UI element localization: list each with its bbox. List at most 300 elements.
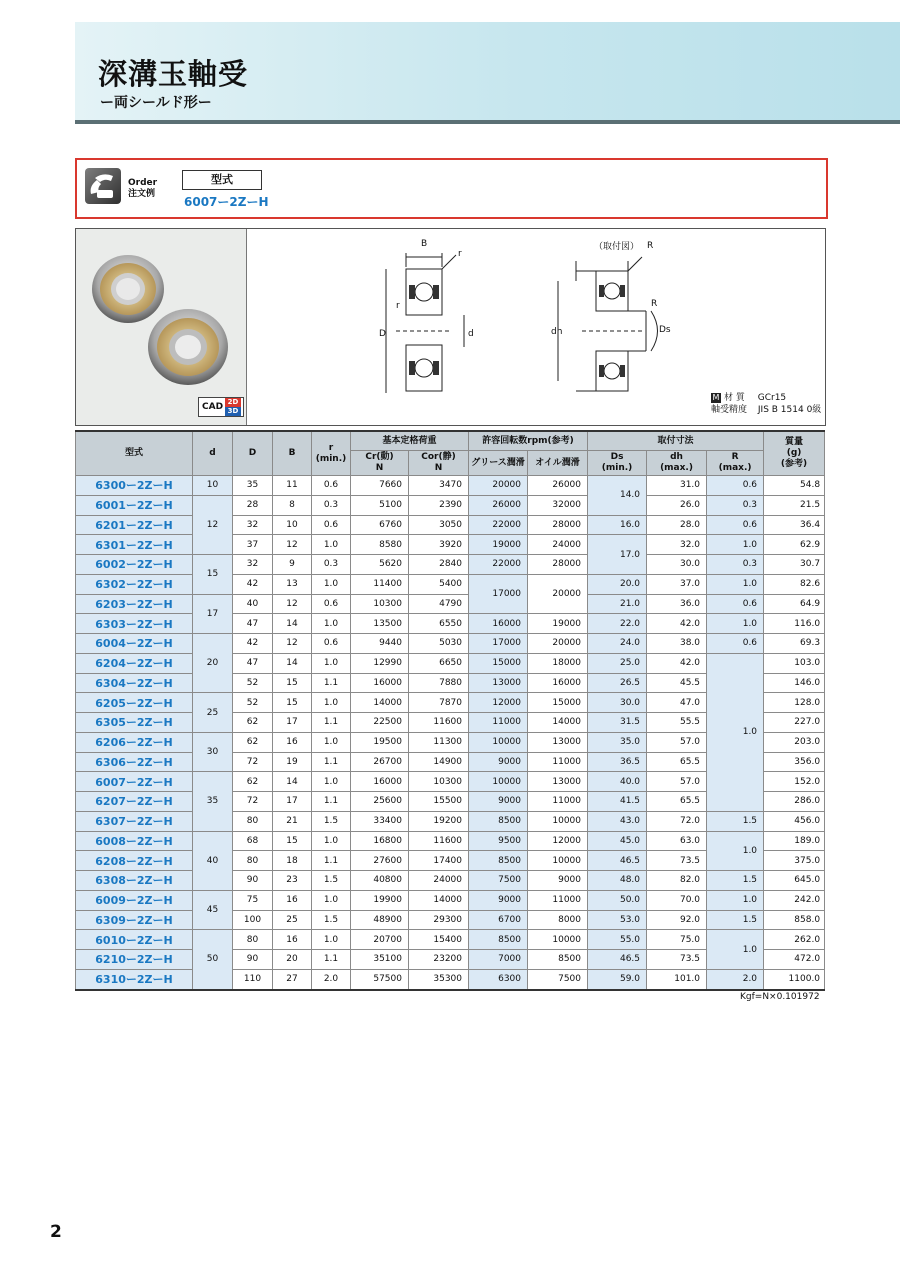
table-cell: 14 bbox=[273, 653, 312, 673]
table-cell: 16800 bbox=[351, 831, 409, 851]
table-cell: 47 bbox=[233, 614, 273, 634]
table-cell: 1.0 bbox=[707, 930, 764, 970]
dim-d: d bbox=[468, 329, 474, 339]
table-cell: 11000 bbox=[528, 890, 588, 910]
table-cell: 21.0 bbox=[588, 594, 647, 614]
col-cr-unit: N bbox=[375, 463, 384, 473]
table-cell: 15 bbox=[273, 673, 312, 693]
table-cell: 7880 bbox=[409, 673, 469, 693]
table-cell: 0.3 bbox=[312, 555, 351, 575]
table-cell: 0.3 bbox=[312, 495, 351, 515]
table-cell: 11600 bbox=[409, 713, 469, 733]
table-cell: 1.0 bbox=[312, 831, 351, 851]
table-cell: 14000 bbox=[409, 890, 469, 910]
table-cell: 103.0 bbox=[764, 653, 825, 673]
figure-box bbox=[75, 228, 826, 426]
table-cell: 9000 bbox=[469, 890, 528, 910]
model-link[interactable]: 6205ー2ZーH bbox=[76, 693, 193, 713]
table-cell: 1.1 bbox=[312, 792, 351, 812]
table-cell: 20 bbox=[193, 634, 233, 693]
table-cell: 1.0 bbox=[707, 890, 764, 910]
table-cell: 40.0 bbox=[588, 772, 647, 792]
model-link[interactable]: 6001ー2ZーH bbox=[76, 495, 193, 515]
spec-table bbox=[75, 430, 825, 991]
table-cell: 59.0 bbox=[588, 969, 647, 989]
table-cell: 13000 bbox=[528, 732, 588, 752]
table-cell: 27600 bbox=[351, 851, 409, 871]
table-cell: 23200 bbox=[409, 950, 469, 970]
col-r-sub: (min.) bbox=[315, 453, 347, 464]
model-link[interactable]: 6310ー2ZーH bbox=[76, 969, 193, 989]
mounting-label: （取付図） bbox=[594, 242, 640, 252]
table-cell: 10000 bbox=[469, 772, 528, 792]
table-cell: 32 bbox=[233, 555, 273, 575]
material-value: GCr15 bbox=[757, 393, 787, 403]
table-cell: 46.5 bbox=[588, 950, 647, 970]
table-cell: 63.0 bbox=[647, 831, 707, 851]
model-link[interactable]: 6009ー2ZーH bbox=[76, 890, 193, 910]
table-cell: 2390 bbox=[409, 495, 469, 515]
table-cell: 6760 bbox=[351, 515, 409, 535]
table-cell: 2.0 bbox=[312, 969, 351, 989]
table-cell: 30.0 bbox=[647, 555, 707, 575]
table-cell: 7500 bbox=[528, 969, 588, 989]
table-cell: 45.0 bbox=[588, 831, 647, 851]
table-cell: 69.3 bbox=[764, 634, 825, 654]
table-cell: 19200 bbox=[409, 811, 469, 831]
table-cell: 62 bbox=[233, 772, 273, 792]
table-cell: 35.0 bbox=[588, 732, 647, 752]
table-cell: 10000 bbox=[528, 930, 588, 950]
table-cell: 15 bbox=[273, 831, 312, 851]
table-cell: 375.0 bbox=[764, 851, 825, 871]
table-cell: 45.5 bbox=[647, 673, 707, 693]
table-cell: 10300 bbox=[409, 772, 469, 792]
table-cell: 9000 bbox=[528, 871, 588, 891]
table-cell: 53.0 bbox=[588, 910, 647, 930]
model-link[interactable]: 6307ー2ZーH bbox=[76, 811, 193, 831]
table-cell: 0.6 bbox=[312, 476, 351, 496]
table-row bbox=[76, 515, 825, 535]
model-link[interactable]: 6302ー2ZーH bbox=[76, 574, 193, 594]
table-cell: 13 bbox=[273, 574, 312, 594]
table-cell: 21 bbox=[273, 811, 312, 831]
table-cell: 20.0 bbox=[588, 574, 647, 594]
table-cell: 13000 bbox=[469, 673, 528, 693]
table-cell: 0.6 bbox=[707, 476, 764, 496]
table-row bbox=[76, 495, 825, 515]
table-cell: 54.8 bbox=[764, 476, 825, 496]
table-cell: 68 bbox=[233, 831, 273, 851]
table-cell: 8500 bbox=[469, 930, 528, 950]
table-cell: 16.0 bbox=[588, 515, 647, 535]
table-cell: 40 bbox=[233, 594, 273, 614]
table-cell: 1.0 bbox=[312, 930, 351, 950]
col-grease: グリース潤滑 bbox=[469, 451, 528, 476]
table-cell: 35100 bbox=[351, 950, 409, 970]
col-ds bbox=[588, 451, 647, 476]
model-link[interactable]: 6301ー2ZーH bbox=[76, 535, 193, 555]
table-cell: 110 bbox=[233, 969, 273, 989]
col-ds-sub: (min.) bbox=[601, 463, 633, 473]
model-link[interactable]: 6208ー2ZーH bbox=[76, 851, 193, 871]
model-link[interactable]: 6206ー2ZーH bbox=[76, 732, 193, 752]
table-cell: 73.5 bbox=[647, 950, 707, 970]
col-B: B bbox=[273, 431, 312, 476]
table-cell: 22.0 bbox=[588, 614, 647, 634]
table-cell: 6550 bbox=[409, 614, 469, 634]
table-cell: 12000 bbox=[469, 693, 528, 713]
model-link[interactable]: 6004ー2ZーH bbox=[76, 634, 193, 654]
table-cell: 32 bbox=[233, 515, 273, 535]
table-row bbox=[76, 614, 825, 634]
model-link[interactable]: 6306ー2ZーH bbox=[76, 752, 193, 772]
table-cell: 62 bbox=[233, 713, 273, 733]
table-cell: 9440 bbox=[351, 634, 409, 654]
table-cell: 55.0 bbox=[588, 930, 647, 950]
table-cell: 15000 bbox=[528, 693, 588, 713]
table-cell: 25 bbox=[273, 910, 312, 930]
table-cell: 12 bbox=[273, 535, 312, 555]
table-cell: 189.0 bbox=[764, 831, 825, 851]
model-link[interactable]: 6303ー2ZーH bbox=[76, 614, 193, 634]
table-cell: 20700 bbox=[351, 930, 409, 950]
table-cell: 456.0 bbox=[764, 811, 825, 831]
table-cell: 10000 bbox=[528, 811, 588, 831]
table-cell: 40800 bbox=[351, 871, 409, 891]
table-cell: 6300 bbox=[469, 969, 528, 989]
table-cell: 20000 bbox=[528, 574, 588, 614]
page-title: 深溝玉軸受 bbox=[98, 57, 249, 91]
mounting-drawing bbox=[546, 251, 676, 411]
table-cell: 14900 bbox=[409, 752, 469, 772]
col-r-label: r bbox=[328, 442, 334, 453]
table-cell: 23 bbox=[273, 871, 312, 891]
table-cell: 1.0 bbox=[312, 772, 351, 792]
table-cell: 1.1 bbox=[312, 752, 351, 772]
table-cell: 52 bbox=[233, 673, 273, 693]
col-r bbox=[312, 431, 351, 476]
table-cell: 28000 bbox=[528, 515, 588, 535]
model-link[interactable]: 6300ー2ZーH bbox=[76, 476, 193, 496]
table-cell: 62 bbox=[233, 732, 273, 752]
table-cell: 8500 bbox=[469, 811, 528, 831]
table-cell: 19000 bbox=[469, 535, 528, 555]
table-cell: 42 bbox=[233, 634, 273, 654]
table-cell: 14000 bbox=[528, 713, 588, 733]
table-cell: 5030 bbox=[409, 634, 469, 654]
table-cell: 32.0 bbox=[647, 535, 707, 555]
table-cell: 36.0 bbox=[647, 594, 707, 614]
model-link[interactable]: 6207ー2ZーH bbox=[76, 792, 193, 812]
table-cell: 80 bbox=[233, 811, 273, 831]
col-cor bbox=[409, 451, 469, 476]
table-cell: 1.0 bbox=[707, 574, 764, 594]
table-cell: 42 bbox=[233, 574, 273, 594]
table-cell: 24000 bbox=[409, 871, 469, 891]
table-cell: 14 bbox=[273, 614, 312, 634]
table-row bbox=[76, 930, 825, 950]
material-info bbox=[711, 392, 821, 416]
table-cell: 5400 bbox=[409, 574, 469, 594]
table-cell: 14000 bbox=[351, 693, 409, 713]
col-mass-label: 質量 bbox=[785, 437, 804, 447]
table-cell: 3050 bbox=[409, 515, 469, 535]
cad-badge[interactable] bbox=[198, 397, 244, 417]
table-cell: 16000 bbox=[469, 614, 528, 634]
table-cell: 9000 bbox=[469, 792, 528, 812]
table-cell: 37.0 bbox=[647, 574, 707, 594]
table-cell: 16000 bbox=[351, 772, 409, 792]
table-cell: 1.1 bbox=[312, 713, 351, 733]
table-cell: 8000 bbox=[528, 910, 588, 930]
col-cor-unit: N bbox=[434, 463, 443, 473]
table-row bbox=[76, 910, 825, 930]
table-cell: 100 bbox=[233, 910, 273, 930]
table-cell: 7000 bbox=[469, 950, 528, 970]
table-cell: 57.0 bbox=[647, 772, 707, 792]
table-cell: 8 bbox=[273, 495, 312, 515]
dim-B: B bbox=[421, 239, 428, 249]
material-label: 材 質 bbox=[724, 393, 745, 403]
table-cell: 1.5 bbox=[707, 910, 764, 930]
table-cell: 42.0 bbox=[647, 614, 707, 634]
table-cell: 19900 bbox=[351, 890, 409, 910]
table-cell: 26000 bbox=[469, 495, 528, 515]
table-cell: 16000 bbox=[351, 673, 409, 693]
table-row bbox=[76, 634, 825, 654]
order-type-label: 型式 bbox=[182, 170, 262, 190]
table-cell: 1.1 bbox=[312, 673, 351, 693]
accuracy-label: 軸受精度 bbox=[711, 405, 748, 415]
table-cell: 27 bbox=[273, 969, 312, 989]
table-cell: 472.0 bbox=[764, 950, 825, 970]
table-cell: 262.0 bbox=[764, 930, 825, 950]
table-cell: 16 bbox=[273, 732, 312, 752]
table-cell: 4790 bbox=[409, 594, 469, 614]
cad-3d: 3D bbox=[225, 407, 241, 416]
table-row bbox=[76, 574, 825, 594]
model-link[interactable]: 6210ー2ZーH bbox=[76, 950, 193, 970]
table-cell: 15400 bbox=[409, 930, 469, 950]
table-cell: 22500 bbox=[351, 713, 409, 733]
model-link[interactable]: 6203ー2ZーH bbox=[76, 594, 193, 614]
table-cell: 1.1 bbox=[312, 950, 351, 970]
model-link[interactable]: 6204ー2ZーH bbox=[76, 653, 193, 673]
col-cor-label: Cor(静) bbox=[421, 452, 456, 462]
table-cell: 25600 bbox=[351, 792, 409, 812]
table-cell: 20 bbox=[273, 950, 312, 970]
table-cell: 227.0 bbox=[764, 713, 825, 733]
table-cell: 146.0 bbox=[764, 673, 825, 693]
order-example-value: 6007ー2ZーH bbox=[184, 195, 269, 209]
table-cell: 17 bbox=[273, 792, 312, 812]
table-cell: 0.6 bbox=[312, 515, 351, 535]
table-cell: 6650 bbox=[409, 653, 469, 673]
table-cell: 1.5 bbox=[312, 871, 351, 891]
col-cr-label: Cr(動) bbox=[365, 452, 394, 462]
col-dh-label: dh bbox=[670, 452, 683, 462]
table-cell: 17000 bbox=[469, 574, 528, 614]
table-cell: 30.0 bbox=[588, 693, 647, 713]
page-subtitle: ー両シールド形ー bbox=[100, 95, 212, 111]
table-cell: 1.0 bbox=[312, 574, 351, 594]
table-cell: 11000 bbox=[528, 792, 588, 812]
table-cell: 12 bbox=[273, 594, 312, 614]
cad-label: CAD bbox=[202, 402, 224, 412]
model-link[interactable]: 6201ー2ZーH bbox=[76, 515, 193, 535]
table-cell: 16 bbox=[273, 890, 312, 910]
model-link[interactable]: 6010ー2ZーH bbox=[76, 930, 193, 950]
table-cell: 1.0 bbox=[707, 614, 764, 634]
col-dh-sub: (max.) bbox=[660, 463, 693, 473]
table-cell: 26.0 bbox=[647, 495, 707, 515]
table-cell: 7500 bbox=[469, 871, 528, 891]
order-label-en: Order bbox=[128, 178, 158, 188]
table-cell: 16000 bbox=[528, 673, 588, 693]
table-cell: 57500 bbox=[351, 969, 409, 989]
table-cell: 35 bbox=[193, 772, 233, 831]
table-cell: 72 bbox=[233, 752, 273, 772]
table-cell: 11300 bbox=[409, 732, 469, 752]
table-cell: 28 bbox=[233, 495, 273, 515]
col-R bbox=[707, 451, 764, 476]
table-cell: 17 bbox=[193, 594, 233, 634]
table-cell: 356.0 bbox=[764, 752, 825, 772]
table-cell: 62.9 bbox=[764, 535, 825, 555]
table-cell: 203.0 bbox=[764, 732, 825, 752]
dim-D: D bbox=[379, 329, 386, 339]
table-cell: 1.5 bbox=[707, 871, 764, 891]
table-cell: 72 bbox=[233, 792, 273, 812]
table-cell: 22000 bbox=[469, 555, 528, 575]
table-cell: 46.5 bbox=[588, 851, 647, 871]
col-mass-unit: (g) bbox=[786, 448, 802, 458]
table-cell: 30.7 bbox=[764, 555, 825, 575]
accuracy-value: JIS B 1514 0級 bbox=[757, 405, 822, 415]
col-mass bbox=[764, 431, 825, 476]
table-cell: 18 bbox=[273, 851, 312, 871]
table-cell: 80 bbox=[233, 851, 273, 871]
table-cell: 9000 bbox=[469, 752, 528, 772]
table-cell: 70.0 bbox=[647, 890, 707, 910]
table-cell: 0.3 bbox=[707, 495, 764, 515]
table-cell: 12 bbox=[193, 495, 233, 554]
table-cell: 24000 bbox=[528, 535, 588, 555]
table-cell: 57.0 bbox=[647, 732, 707, 752]
table-cell: 2840 bbox=[409, 555, 469, 575]
table-cell: 152.0 bbox=[764, 772, 825, 792]
table-cell: 1100.0 bbox=[764, 969, 825, 989]
model-link[interactable]: 6308ー2ZーH bbox=[76, 871, 193, 891]
col-ds-label: Ds bbox=[610, 452, 624, 462]
table-cell: 11000 bbox=[469, 713, 528, 733]
table-cell: 17000 bbox=[469, 634, 528, 654]
table-cell: 21.5 bbox=[764, 495, 825, 515]
model-link[interactable]: 6305ー2ZーH bbox=[76, 713, 193, 733]
order-label bbox=[128, 178, 157, 200]
table-cell: 116.0 bbox=[764, 614, 825, 634]
cad-2d: 2D bbox=[225, 398, 241, 407]
table-cell: 31.0 bbox=[647, 476, 707, 496]
table-cell: 11 bbox=[273, 476, 312, 496]
table-cell: 1.0 bbox=[707, 535, 764, 555]
table-cell: 10 bbox=[193, 476, 233, 496]
dim-r-side: r bbox=[396, 301, 400, 311]
table-cell: 48.0 bbox=[588, 871, 647, 891]
table-cell: 9500 bbox=[469, 831, 528, 851]
table-cell: 17400 bbox=[409, 851, 469, 871]
model-link[interactable]: 6008ー2ZーH bbox=[76, 831, 193, 851]
table-cell: 35 bbox=[233, 476, 273, 496]
table-cell: 72.0 bbox=[647, 811, 707, 831]
table-cell: 11600 bbox=[409, 831, 469, 851]
order-label-ja: 注文例 bbox=[128, 189, 156, 199]
col-model: 型式 bbox=[76, 431, 193, 476]
model-link[interactable]: 6007ー2ZーH bbox=[76, 772, 193, 792]
table-cell: 45 bbox=[193, 890, 233, 930]
table-cell: 41.5 bbox=[588, 792, 647, 812]
table-cell: 10 bbox=[273, 515, 312, 535]
unit-note: Kgf=N×0.101972 bbox=[740, 992, 820, 1002]
table-row bbox=[76, 969, 825, 989]
table-cell: 8500 bbox=[528, 950, 588, 970]
table-cell: 12 bbox=[273, 634, 312, 654]
model-link[interactable]: 6002ー2ZーH bbox=[76, 555, 193, 575]
table-cell: 36.5 bbox=[588, 752, 647, 772]
table-cell: 24.0 bbox=[588, 634, 647, 654]
table-cell: 101.0 bbox=[647, 969, 707, 989]
table-row bbox=[76, 476, 825, 496]
model-link[interactable]: 6304ー2ZーH bbox=[76, 673, 193, 693]
table-cell: 1.0 bbox=[312, 890, 351, 910]
table-row bbox=[76, 555, 825, 575]
table-cell: 0.6 bbox=[312, 634, 351, 654]
table-cell: 18000 bbox=[528, 653, 588, 673]
cross-section-drawing bbox=[376, 237, 486, 397]
table-cell: 29300 bbox=[409, 910, 469, 930]
col-speed: 許容回転数rpm(参考) bbox=[469, 431, 588, 451]
table-cell: 11400 bbox=[351, 574, 409, 594]
table-cell: 0.6 bbox=[707, 515, 764, 535]
table-cell: 12000 bbox=[528, 831, 588, 851]
page-number: 2 bbox=[50, 1222, 62, 1242]
table-cell: 82.6 bbox=[764, 574, 825, 594]
table-cell: 90 bbox=[233, 871, 273, 891]
table-cell: 5620 bbox=[351, 555, 409, 575]
table-cell: 90 bbox=[233, 950, 273, 970]
table-cell: 40 bbox=[193, 831, 233, 890]
table-cell: 47.0 bbox=[647, 693, 707, 713]
table-cell: 645.0 bbox=[764, 871, 825, 891]
model-link[interactable]: 6309ー2ZーH bbox=[76, 910, 193, 930]
table-cell: 30 bbox=[193, 732, 233, 772]
table-row bbox=[76, 594, 825, 614]
table-cell: 15 bbox=[273, 693, 312, 713]
table-cell: 10000 bbox=[528, 851, 588, 871]
table-cell: 37 bbox=[233, 535, 273, 555]
table-cell: 8500 bbox=[469, 851, 528, 871]
table-cell: 0.6 bbox=[707, 634, 764, 654]
table-cell: 28.0 bbox=[647, 515, 707, 535]
col-mass-ref: (参考) bbox=[780, 459, 808, 469]
table-cell: 14 bbox=[273, 772, 312, 792]
col-D: D bbox=[233, 431, 273, 476]
table-cell: 10300 bbox=[351, 594, 409, 614]
table-cell: 16 bbox=[273, 930, 312, 950]
table-row bbox=[76, 871, 825, 891]
col-R-label: R bbox=[731, 452, 739, 462]
